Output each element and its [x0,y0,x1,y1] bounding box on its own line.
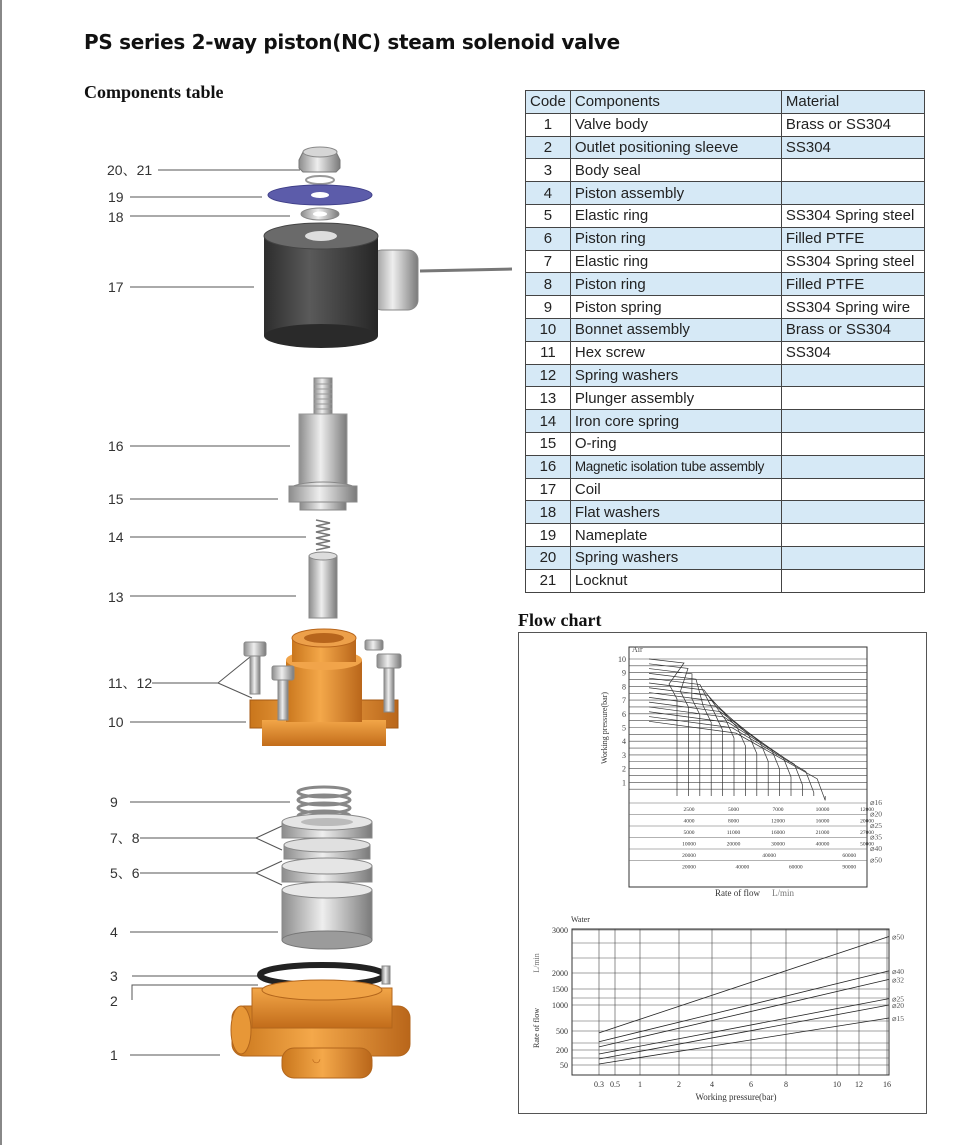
air-flow-value: 8000 [728,818,739,825]
air-flow-value: 12000 [771,818,785,825]
table-row [526,273,925,296]
cell-material: SS304 Spring wire [781,296,924,319]
cell-component: Spring washers [570,364,781,387]
air-flow-value: 40000 [735,864,750,871]
cell-code: 1 [526,113,571,136]
water-x-tick-label: 0.3 [594,1080,604,1089]
air-flow-value: 12000 [860,807,874,813]
air-flow-value: 27000 [860,830,874,836]
water-y-axis-label: Rate of flow [532,1008,541,1048]
label-11-12: 11、12 [108,675,153,691]
cell-code: 4 [526,182,571,205]
air-flow-value: 21000 [815,830,830,836]
air-curve [649,702,780,796]
air-flow-value: 16000 [771,830,785,836]
cell-code: 19 [526,524,571,547]
label-15: 15 [108,491,124,507]
exploded-valve-diagram [95,140,520,1090]
air-flow-value: 16000 [815,818,830,825]
air-y-tick-label: 4 [622,737,626,747]
header-code: Code [526,91,571,114]
air-x-axis-label: Rate of flow [715,888,760,898]
air-size-label: ⌀16 [870,798,883,807]
water-y-tick-label: 200 [556,1046,568,1055]
callout-labels [107,162,152,1063]
cell-code: 15 [526,432,571,455]
label-17: 17 [108,279,124,295]
locknut-part [299,147,340,184]
air-size-label: ⌀20 [870,809,883,819]
flow-chart-heading: Flow chart [518,610,602,630]
air-y-tick-label: 8 [622,682,626,692]
cell-code: 16 [526,455,571,478]
cell-material: Filled PTFE [781,227,924,250]
cell-code: 20 [526,546,571,569]
water-x-tick-label: 16 [883,1080,891,1089]
air-chart-title: Air [632,645,643,654]
label-10: 10 [108,714,124,730]
cell-material [781,501,924,524]
air-curve [649,707,791,796]
water-y-tick-label: 50 [560,1061,568,1070]
air-y-tick-label: 1 [622,778,626,788]
air-flow-value: 60000 [842,853,857,859]
cell-component: Magnetic isolation tube assembly [570,455,781,478]
table-row [526,250,925,273]
isolation-tube-part [289,378,357,510]
table-row [526,569,925,592]
water-series-label: ⌀40 [892,966,905,976]
air-chart-frame [629,647,867,887]
cell-code: 21 [526,569,571,592]
cell-material: SS304 Spring steel [781,250,924,273]
air-flow-value: 10000 [815,807,830,813]
cell-component: Locknut [570,569,781,592]
iron-core-spring-part [316,520,330,550]
table-row [526,410,925,433]
air-size-label: ⌀50 [870,855,883,865]
label-3: 3 [110,968,118,984]
water-y-axis-unit: L/min [532,953,541,973]
cell-component: Elastic ring [570,204,781,227]
cell-component: Outlet positioning sleeve [570,136,781,159]
water-series-label: ⌀50 [892,932,905,942]
table-row [526,432,925,455]
air-y-tick-label: 9 [622,668,626,678]
cell-material: Filled PTFE [781,273,924,296]
table-row [526,455,925,478]
cell-code: 11 [526,341,571,364]
components-heading: Components table [84,82,224,102]
cell-component: Plunger assembly [570,387,781,410]
air-flow-value: 20000 [682,853,696,859]
label-2: 2 [110,993,118,1009]
label-1: 1 [110,1047,118,1063]
water-chart-frame [572,929,889,1075]
label-7-8: 7、8 [110,830,140,846]
air-flow-value: 20000 [682,864,696,871]
table-row [526,341,925,364]
cell-code: 2 [526,136,571,159]
label-9: 9 [110,794,118,810]
water-series-line [599,1018,889,1064]
water-x-axis-label: Working pressure(bar) [695,1092,777,1102]
table-row [526,501,925,524]
table-row [526,387,925,410]
label-5-6: 5、6 [110,865,140,881]
air-curve [649,678,723,796]
label-13: 13 [108,589,124,605]
cell-component: Valve body [570,113,781,136]
air-curve [649,697,768,796]
cell-material: Brass or SS304 [781,318,924,341]
table-header-row [526,91,925,114]
water-y-tick-label: 1500 [552,985,568,994]
cell-component: Piston spring [570,296,781,319]
water-x-tick-label: 0.5 [610,1080,620,1089]
air-flow-value: 90000 [842,864,857,871]
table-row [526,136,925,159]
air-y-tick-label: 10 [618,655,626,664]
air-size-label: ⌀40 [870,844,883,853]
cell-code: 8 [526,273,571,296]
cell-material: SS304 [781,136,924,159]
cell-code: 12 [526,364,571,387]
air-curve [649,721,825,800]
air-curve [649,693,757,796]
air-y-axis-label: Working pressure(bar) [600,692,609,764]
table-row [526,318,925,341]
cell-component: Bonnet assembly [570,318,781,341]
cell-component: O-ring [570,432,781,455]
water-x-tick-label: 1 [638,1080,642,1089]
cell-material [781,524,924,547]
air-flow-value: 5000 [683,830,695,836]
water-chart-title: Water [571,915,590,924]
cell-component: Piston ring [570,273,781,296]
cell-material: Brass or SS304 [781,113,924,136]
coil-part [264,223,512,348]
water-series-label: ⌀20 [892,1001,905,1010]
air-flow-value: 10000 [682,841,696,848]
piston-assembly-part [282,814,372,949]
bonnet-part [244,629,401,746]
cell-code: 3 [526,159,571,182]
cell-code: 14 [526,410,571,433]
components-table [525,90,925,593]
water-x-tick-label: 4 [710,1080,714,1089]
air-y-tick-label: 5 [622,723,626,733]
cell-code: 10 [526,318,571,341]
water-x-tick-label: 6 [749,1080,753,1089]
air-flow-value: 60000 [788,864,803,871]
cell-code: 18 [526,501,571,524]
water-y-tick-label: 500 [556,1027,568,1036]
air-flow-value: 30000 [771,841,785,848]
air-y-tick-label: 7 [622,696,626,706]
cell-code: 9 [526,296,571,319]
water-x-tick-label: 8 [784,1080,788,1089]
header-components: Components [570,91,781,114]
air-curve [649,669,700,796]
water-x-tick-label: 2 [677,1080,681,1089]
cell-material [781,182,924,205]
air-curve [649,717,814,796]
table-row [526,296,925,319]
water-y-tick-label: 1000 [552,1001,568,1010]
table-row [526,478,925,501]
air-y-tick-label: 6 [622,709,626,719]
table-row [526,113,925,136]
air-flow-value: 20000 [726,841,741,848]
cell-component: Elastic ring [570,250,781,273]
air-y-tick-label: 2 [622,764,626,774]
air-flow-value: 50000 [860,841,874,848]
table-row [526,524,925,547]
water-series-line [599,999,889,1054]
water-x-tick-label: 10 [833,1080,841,1089]
cell-code: 13 [526,387,571,410]
table-row [526,159,925,182]
cell-material [781,478,924,501]
water-y-tick-label: 2000 [552,969,568,978]
label-16: 16 [108,438,124,454]
air-flow-value: 7000 [772,807,784,813]
cell-material [781,569,924,592]
cell-code: 7 [526,250,571,273]
nameplate-hole [311,192,329,198]
plunger-part [309,552,337,618]
label-14: 14 [108,529,124,545]
cell-code: 5 [526,204,571,227]
water-y-tick-label: 3000 [552,926,568,935]
flow-chart-svg [519,633,926,1113]
air-flow-value: 2500 [683,807,695,813]
page-title: PS series 2-way piston(NC) steam solenoid valve [84,30,620,54]
water-series-line [599,936,889,1032]
cell-material [781,455,924,478]
label-18: 18 [108,209,124,225]
air-x-axis-unit: L/min [772,888,794,898]
cell-material: SS304 Spring steel [781,204,924,227]
air-flow-value: 11000 [726,830,741,836]
cell-material [781,159,924,182]
cell-material [781,432,924,455]
water-series-label: ⌀32 [892,975,905,985]
label-20-21: 20、21 [107,162,153,178]
header-material: Material [781,91,924,114]
air-size-label: ⌀25 [870,821,883,830]
label-19: 19 [108,189,124,205]
cell-material [781,546,924,569]
air-size-label: ⌀35 [870,832,883,842]
air-flow-value: 4000 [683,818,695,825]
table-row [526,546,925,569]
cell-component: Piston assembly [570,182,781,205]
flat-washer-hole [313,212,327,217]
svg-text:◡: ◡ [312,1054,321,1065]
cell-component: Iron core spring [570,410,781,433]
cell-code: 17 [526,478,571,501]
table-row [526,182,925,205]
cell-component: Nameplate [570,524,781,547]
flow-chart-box [518,632,927,1114]
air-flow-value: 20000 [860,818,874,825]
valve-body-part [231,980,410,1078]
cell-material [781,364,924,387]
water-series-label: ⌀25 [892,994,905,1004]
air-flow-value: 5000 [728,807,739,813]
cell-material [781,410,924,433]
cell-material [781,387,924,410]
air-flow-value: 40000 [762,853,776,859]
table-row [526,204,925,227]
label-4: 4 [110,924,118,940]
cell-material: SS304 [781,341,924,364]
cell-component: Hex screw [570,341,781,364]
positioning-sleeve-part [382,966,390,984]
water-series-label: ⌀15 [892,1014,905,1023]
air-flow-value: 40000 [815,841,830,848]
table-row [526,227,925,250]
cell-component: Coil [570,478,781,501]
cell-component: Spring washers [570,546,781,569]
cell-code: 6 [526,227,571,250]
table-row [526,364,925,387]
cell-component: Flat washers [570,501,781,524]
cell-component: Body seal [570,159,781,182]
water-x-tick-label: 12 [855,1080,863,1089]
cell-component: Piston ring [570,227,781,250]
air-y-tick-label: 3 [622,750,626,760]
